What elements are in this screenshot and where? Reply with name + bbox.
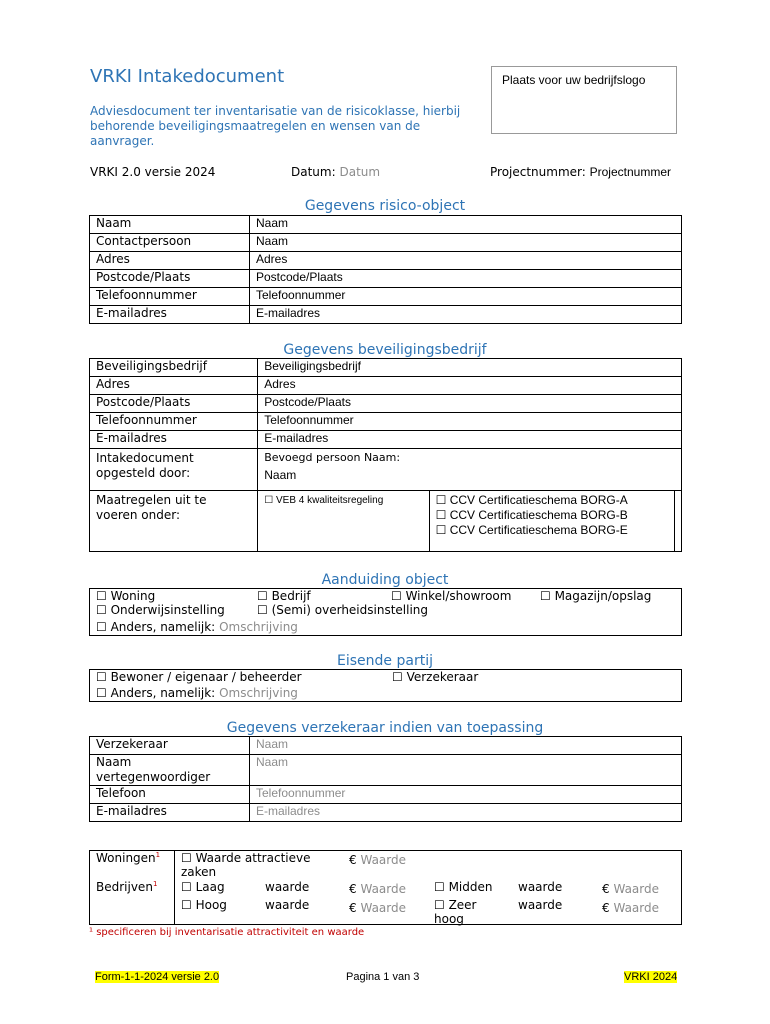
midden-checkbox[interactable]: ☐ Midden xyxy=(434,880,493,894)
intake-value[interactable]: Naam xyxy=(264,468,297,482)
date-label: Datum: xyxy=(291,165,336,179)
eisende-anders-label[interactable]: ☐ Anders, namelijk: xyxy=(96,686,216,700)
document-title: VRKI Intakedocument xyxy=(90,66,285,87)
risico-value-postcode[interactable]: Postcode/Plaats xyxy=(250,270,682,288)
logo-placeholder xyxy=(491,66,677,134)
laag-waarde-value[interactable]: Waarde xyxy=(360,882,406,896)
hoog-waarde-word: waarde xyxy=(265,898,310,912)
zeer-hoog-waarde-value[interactable]: Waarde xyxy=(613,901,659,915)
verz-value-email[interactable]: E-mailadres xyxy=(250,804,682,822)
laag-waarde-word: waarde xyxy=(265,880,310,894)
verz-value-telefoon[interactable]: Telefoonnummer xyxy=(250,786,682,804)
verz-value-verzekeraar[interactable]: Naam xyxy=(250,737,682,755)
bev-value-bedrijf[interactable]: Beveiligingsbedrijf xyxy=(258,359,682,377)
aanduiding-anders-value[interactable]: Omschrijving xyxy=(219,620,298,634)
euro-sign: € xyxy=(602,901,610,915)
section-heading-beveiligingsbedrijf: Gegevens beveiligingsbedrijf xyxy=(283,342,487,358)
bev-label-adres: Adres xyxy=(90,377,258,395)
attractieve-waarde-field[interactable] xyxy=(349,853,406,867)
verz-label-verzekeraar: Verzekeraar xyxy=(90,737,250,755)
aanduiding-anders-field[interactable] xyxy=(96,620,298,634)
risico-value-email[interactable]: E-mailadres xyxy=(250,306,682,324)
beveiligingsbedrijf-table xyxy=(89,358,682,552)
risico-value-telefoon[interactable]: Telefoonnummer xyxy=(250,288,682,306)
bev-label-bedrijf: Beveiligingsbedrijf xyxy=(90,359,258,377)
ccv-spacer xyxy=(674,491,681,552)
midden-waarde-word: waarde xyxy=(518,880,563,894)
eisende-anders-field[interactable] xyxy=(96,686,298,700)
ccv-borg-a-checkbox[interactable]: ☐ CCV Certificatieschema BORG-A xyxy=(435,493,628,507)
bedrijven-footnote-mark: 1 xyxy=(152,880,158,888)
verzekeraar-checkbox[interactable]: ☐ Verzekeraar xyxy=(392,670,479,684)
risico-label-postcode: Postcode/Plaats xyxy=(90,270,250,288)
veb-checkbox[interactable]: ☐ VEB 4 kwaliteitsregeling xyxy=(258,491,429,552)
hoog-waarde-value[interactable]: Waarde xyxy=(360,901,406,915)
bev-value-postcode[interactable]: Postcode/Plaats xyxy=(258,395,682,413)
risico-label-contactpersoon: Contactpersoon xyxy=(90,234,250,252)
ccv-borg-b-checkbox[interactable]: ☐ CCV Certificatieschema BORG-B xyxy=(435,508,628,522)
bev-label-postcode: Postcode/Plaats xyxy=(90,395,258,413)
intake-sublabel: Bevoegd persoon Naam: xyxy=(264,451,401,464)
section-heading-verzekeraar: Gegevens verzekeraar indien van toepassing xyxy=(226,720,544,736)
section-heading-aanduiding: Aanduiding object xyxy=(321,572,449,588)
bev-value-email[interactable]: E-mailadres xyxy=(258,431,682,449)
ccv-borg-e-checkbox[interactable]: ☐ CCV Certificatieschema BORG-E xyxy=(435,523,628,537)
bedrijven-label-text: Bedrijven xyxy=(96,880,153,894)
bev-label-email: E-mailadres xyxy=(90,431,258,449)
zeer-hoog-checkbox[interactable]: ☐ Zeer hoog xyxy=(434,898,477,926)
footer-brand: VRKI 2024 xyxy=(624,971,678,983)
laag-checkbox[interactable]: ☐ Laag xyxy=(181,880,225,894)
section-heading-risico-object: Gegevens risico-object xyxy=(304,198,466,214)
zeer-hoog-waarde-word: waarde xyxy=(518,898,563,912)
attractieve-zaken-checkbox[interactable]: ☐ Waarde attractieve zaken xyxy=(181,851,311,879)
woningen-label xyxy=(96,851,160,865)
euro-sign: € xyxy=(349,901,357,915)
midden-waarde-value[interactable]: Waarde xyxy=(613,882,659,896)
footer-page-number: Pagina 1 van 3 xyxy=(346,971,420,983)
project-field[interactable] xyxy=(490,165,671,179)
aanduiding-anders-label[interactable]: ☐ Anders, namelijk: xyxy=(96,620,216,634)
winkel-showroom-checkbox[interactable]: ☐ Winkel/showroom xyxy=(391,589,512,603)
euro-sign: € xyxy=(349,882,357,896)
hoog-checkbox[interactable]: ☐ Hoog xyxy=(181,898,227,912)
date-field[interactable] xyxy=(291,165,380,179)
bedrijf-checkbox[interactable]: ☐ Bedrijf xyxy=(257,589,311,603)
risico-value-adres[interactable]: Adres xyxy=(250,252,682,270)
woning-checkbox[interactable]: ☐ Woning xyxy=(96,589,156,603)
bewoner-checkbox[interactable]: ☐ Bewoner / eigenaar / beheerder xyxy=(96,670,302,684)
bedrijven-label xyxy=(96,880,157,894)
risico-label-naam: Naam xyxy=(90,216,250,234)
version-text: VRKI 2.0 versie 2024 xyxy=(90,165,216,179)
laag-waarde-field[interactable] xyxy=(349,882,406,896)
verz-label-telefoon: Telefoon xyxy=(90,786,250,804)
project-value[interactable]: Projectnummer xyxy=(589,165,671,179)
midden-waarde-field[interactable] xyxy=(602,882,659,896)
logo-placeholder-text: Plaats voor uw bedrijfslogo xyxy=(502,73,646,87)
intake-label: Intakedocument opgesteld door: xyxy=(90,449,258,491)
bev-label-telefoon: Telefoonnummer xyxy=(90,413,258,431)
waarde-divider xyxy=(174,850,175,925)
overheidsinstelling-checkbox[interactable]: ☐ (Semi) overheidsinstelling xyxy=(257,603,429,617)
euro-sign: € xyxy=(349,853,357,867)
footnote: ¹ specificeren bij inventarisatie attractiviteit en waarde xyxy=(89,927,365,938)
hoog-waarde-field[interactable] xyxy=(349,901,406,915)
document-subtitle: Adviesdocument ter inventarisatie van de risicoklasse, hierbij behorende beveiligingsmaatregelen en wensen van de aanvrager. xyxy=(90,104,461,148)
onderwijsinstelling-checkbox[interactable]: ☐ Onderwijsinstelling xyxy=(96,603,225,617)
risico-object-table xyxy=(89,215,682,324)
maatregelen-label: Maatregelen uit te voeren onder: xyxy=(90,491,258,552)
woningen-label-text: Woningen xyxy=(96,851,156,865)
risico-label-adres: Adres xyxy=(90,252,250,270)
euro-sign: € xyxy=(602,882,610,896)
eisende-anders-value[interactable]: Omschrijving xyxy=(219,686,298,700)
zeer-hoog-waarde-field[interactable] xyxy=(602,901,659,915)
magazijn-opslag-checkbox[interactable]: ☐ Magazijn/opslag xyxy=(540,589,652,603)
section-heading-eisende-partij: Eisende partij xyxy=(337,653,433,669)
bev-value-adres[interactable]: Adres xyxy=(258,377,682,395)
risico-label-telefoon: Telefoonnummer xyxy=(90,288,250,306)
risico-label-email: E-mailadres xyxy=(90,306,250,324)
attractieve-waarde-value[interactable]: Waarde xyxy=(360,853,406,867)
project-label: Projectnummer: xyxy=(490,165,586,179)
date-value[interactable]: Datum xyxy=(339,165,381,179)
bev-value-telefoon[interactable]: Telefoonnummer xyxy=(258,413,682,431)
risico-value-contactpersoon[interactable]: Naam xyxy=(250,234,682,252)
woningen-footnote-mark: 1 xyxy=(155,851,161,859)
verz-value-vertegenwoordiger[interactable]: Naam xyxy=(250,755,682,786)
risico-value-naam[interactable]: Naam xyxy=(250,216,682,234)
verzekeraar-table xyxy=(89,736,682,822)
verz-label-email: E-mailadres xyxy=(90,804,250,822)
footer-form-id: Form-1-1-2024 versie 2.0 xyxy=(95,971,220,983)
verz-label-vertegenwoordiger: Naam vertegenwoordiger xyxy=(90,755,250,786)
